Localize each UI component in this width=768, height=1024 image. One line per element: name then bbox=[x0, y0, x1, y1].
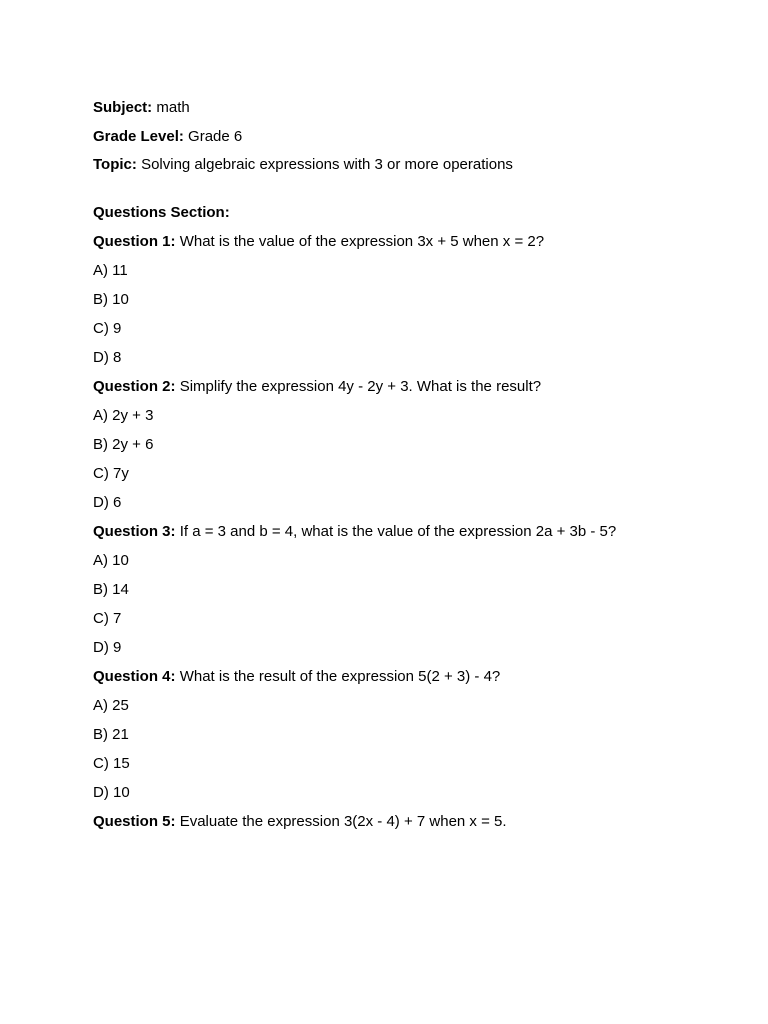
question-2-label: Question 2: bbox=[93, 377, 176, 395]
question-5-label: Question 5: bbox=[93, 812, 176, 830]
question-4-option-d: D) 10 bbox=[93, 783, 130, 801]
question-4-label: Question 4: bbox=[93, 667, 176, 685]
subject-label: Subject: bbox=[93, 99, 153, 116]
question-4-option-a: A) 25 bbox=[93, 696, 129, 714]
grade-level-line bbox=[93, 127, 733, 156]
subject-value: math bbox=[156, 99, 190, 116]
question-4 bbox=[93, 667, 733, 696]
worksheet bbox=[93, 98, 733, 841]
question-5 bbox=[93, 812, 733, 841]
question-1 bbox=[93, 232, 733, 261]
question-4-text: What is the result of the expression 5(2 + 3) - 4? bbox=[179, 667, 501, 685]
topic-value: Solving algebraic expressions with 3 or more operations bbox=[141, 156, 513, 173]
question-4-option-b: B) 21 bbox=[93, 725, 129, 743]
question-3 bbox=[93, 522, 733, 551]
topic-label: Topic: bbox=[93, 156, 137, 173]
topic-line bbox=[93, 155, 733, 184]
grade-level-label: Grade Level: bbox=[93, 127, 184, 145]
question-1-text: What is the value of the expression 3x + 5 when x = 2? bbox=[179, 232, 545, 250]
question-2-option-c: C) 7y bbox=[93, 464, 129, 482]
question-1-label: Question 1: bbox=[93, 232, 176, 250]
question-2-option-b: B) 2y + 6 bbox=[93, 435, 154, 453]
question-3-option-a: A) 10 bbox=[93, 551, 129, 569]
spacer bbox=[93, 184, 733, 203]
question-5-text: Evaluate the expression 3(2x - 4) + 7 when x = 5. bbox=[179, 812, 507, 830]
question-4-option-c: C) 15 bbox=[93, 754, 130, 772]
grade-level-value: Grade 6 bbox=[188, 127, 243, 145]
question-2 bbox=[93, 377, 733, 406]
section-title: Questions Section: bbox=[93, 203, 230, 221]
question-1-option-c: C) 9 bbox=[93, 319, 122, 337]
question-3-label: Question 3: bbox=[93, 522, 176, 540]
subject-line bbox=[93, 98, 733, 127]
question-3-text: If a = 3 and b = 4, what is the value of the expression 2a + 3b - 5? bbox=[179, 522, 617, 540]
question-3-option-b: B) 14 bbox=[93, 580, 129, 598]
question-3-option-c: C) 7 bbox=[93, 609, 122, 627]
question-1-option-a: A) 11 bbox=[93, 261, 128, 279]
question-1-option-b: B) 10 bbox=[93, 290, 129, 308]
question-2-text: Simplify the expression 4y - 2y + 3. What is the result? bbox=[179, 377, 542, 395]
question-3-option-d: D) 9 bbox=[93, 638, 122, 656]
question-2-option-d: D) 6 bbox=[93, 493, 122, 511]
question-2-option-a: A) 2y + 3 bbox=[93, 406, 154, 424]
question-1-option-d: D) 8 bbox=[93, 348, 122, 366]
